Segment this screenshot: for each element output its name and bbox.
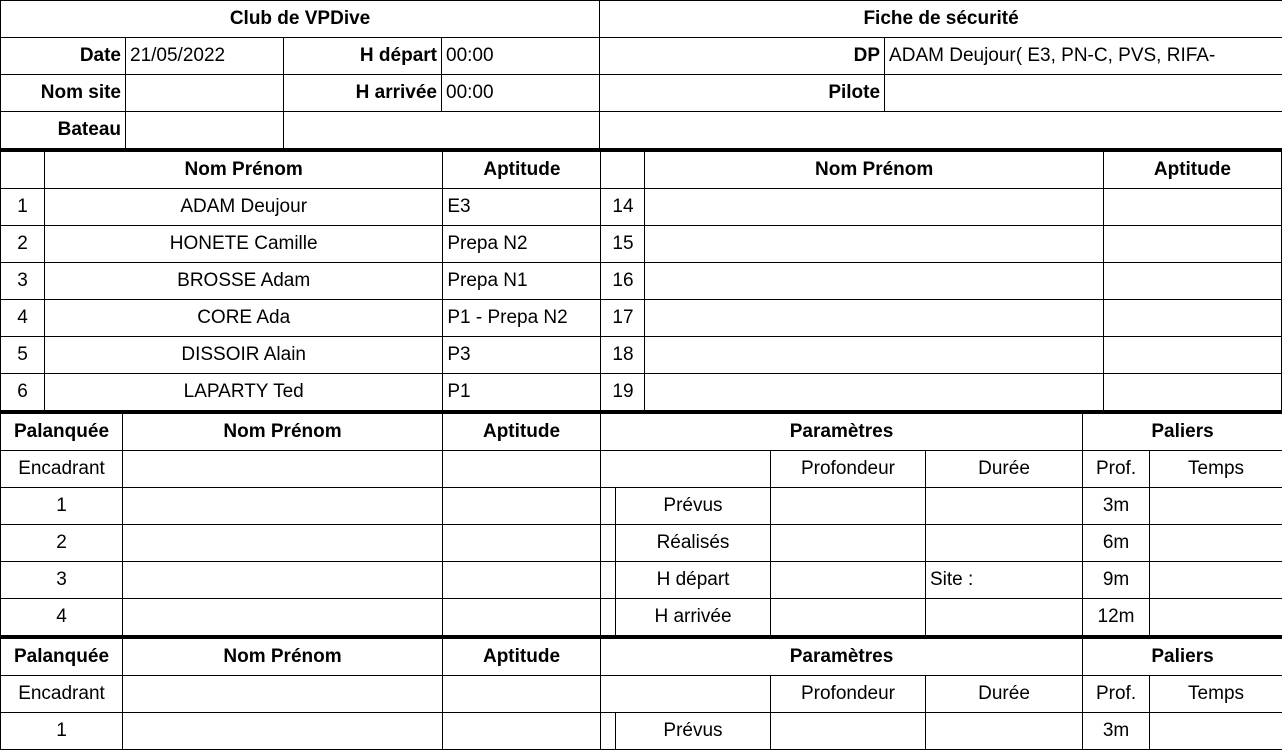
palanquee-gutter [601, 713, 616, 750]
table-row [1, 599, 1282, 636]
participant-name[interactable] [645, 374, 1103, 411]
palanquee-col-paliers: Paliers [1083, 413, 1282, 451]
participant-name[interactable]: CORE Ada [45, 300, 443, 337]
palanquee-encadrant-label: Encadrant [1, 676, 123, 713]
table-row [1, 263, 1282, 300]
palanquee-duree-label: Durée [926, 676, 1083, 713]
table-row [1, 189, 1282, 226]
palanquee-col-title: Palanquée [1, 413, 123, 451]
label-bateau: Bateau [1, 112, 126, 149]
participant-num: 1 [1, 189, 45, 226]
palanquee-encadrant-label: Encadrant [1, 451, 123, 488]
value-pilote[interactable] [885, 75, 1282, 112]
palanquee-row-num: 2 [1, 525, 123, 562]
palanquee-encadrant-aptitude[interactable] [443, 676, 601, 713]
table-row [1, 226, 1282, 263]
palanquee-param-label: Réalisés [616, 525, 771, 562]
palanquee-table-1 [0, 411, 1282, 636]
participant-num: 3 [1, 263, 45, 300]
header-row-site [1, 75, 1282, 112]
palanquee-row-aptitude[interactable] [443, 599, 601, 636]
palanquee-prof-value: 12m [1083, 599, 1150, 636]
participant-name[interactable]: LAPARTY Ted [45, 374, 443, 411]
table-row [1, 300, 1282, 337]
palanquee-param-label: H départ [616, 562, 771, 599]
participant-num: 17 [601, 300, 645, 337]
palanquee-gutter [601, 562, 616, 599]
participant-name[interactable]: BROSSE Adam [45, 263, 443, 300]
palanquee-param-spacer [601, 676, 771, 713]
table-row [1, 488, 1282, 525]
header-row-date [1, 38, 1282, 75]
participant-num: 16 [601, 263, 645, 300]
palanquee-row-num: 1 [1, 488, 123, 525]
palanquee-gutter [601, 599, 616, 636]
palanquee-row-name[interactable] [123, 525, 443, 562]
participant-num: 14 [601, 189, 645, 226]
palanquee-duree-value[interactable] [926, 488, 1083, 525]
palanquee-prof-label: Prof. [1083, 451, 1150, 488]
palanquee-prof-value: 3m [1083, 713, 1150, 750]
palanquee-encadrant-aptitude[interactable] [443, 451, 601, 488]
participants-col-aptitude-right: Aptitude [1103, 151, 1281, 189]
participants-col-num-left [1, 151, 45, 189]
palanquee-profondeur-value[interactable] [771, 599, 926, 636]
participant-aptitude[interactable]: P3 [443, 337, 601, 374]
palanquee-temps-value[interactable] [1150, 599, 1282, 636]
participants-header-row [1, 151, 1282, 189]
participants-col-aptitude-left: Aptitude [443, 151, 601, 189]
label-pilote: Pilote [600, 75, 885, 112]
palanquee-temps-label: Temps [1150, 676, 1282, 713]
table-row [1, 337, 1282, 374]
palanquee-profondeur-value[interactable] [771, 525, 926, 562]
header-title-row [1, 1, 1282, 38]
palanquee-temps-value[interactable] [1150, 713, 1282, 750]
header-row-bateau [1, 112, 1282, 149]
participant-num: 5 [1, 337, 45, 374]
participant-aptitude[interactable]: P1 - Prepa N2 [443, 300, 601, 337]
value-nom-site[interactable] [126, 75, 284, 112]
participant-aptitude[interactable]: Prepa N2 [443, 226, 601, 263]
participant-aptitude[interactable] [1103, 189, 1281, 226]
palanquee-profondeur-value[interactable] [771, 713, 926, 750]
header-spacer-right [600, 112, 1282, 149]
palanquee-param-label: Prévus [616, 713, 771, 750]
palanquee-temps-value[interactable] [1150, 562, 1282, 599]
participant-aptitude[interactable] [1103, 300, 1281, 337]
palanquee-row-name[interactable] [123, 488, 443, 525]
palanquee-subheader-row [1, 676, 1282, 713]
label-h-arrivee: H arrivée [284, 75, 442, 112]
participant-name[interactable] [645, 337, 1103, 374]
palanquee-prof-value: 6m [1083, 525, 1150, 562]
participant-name[interactable] [645, 226, 1103, 263]
palanquee-encadrant-name[interactable] [123, 676, 443, 713]
palanquee-row-aptitude[interactable] [443, 562, 601, 599]
palanquee-param-label: H arrivée [616, 599, 771, 636]
participant-name[interactable]: HONETE Camille [45, 226, 443, 263]
palanquee-subheader-row [1, 451, 1282, 488]
palanquee-duree-value[interactable] [926, 713, 1083, 750]
palanquee-duree-value[interactable] [926, 599, 1083, 636]
palanquee-param-spacer [601, 451, 771, 488]
participant-aptitude[interactable] [1103, 374, 1281, 411]
palanquee-duree-label: Durée [926, 451, 1083, 488]
table-row [1, 713, 1282, 750]
table-row [1, 562, 1282, 599]
palanquee-profondeur-value[interactable] [771, 562, 926, 599]
value-h-arrivee[interactable]: 00:00 [442, 75, 600, 112]
palanquee-col-name: Nom Prénom [123, 413, 443, 451]
palanquee-row-num: 3 [1, 562, 123, 599]
palanquee-col-parametres: Paramètres [601, 413, 1083, 451]
palanquee-col-paliers: Paliers [1083, 638, 1282, 676]
palanquee-header-row [1, 413, 1282, 451]
palanquee-row-name[interactable] [123, 713, 443, 750]
label-nom-site: Nom site [1, 75, 126, 112]
participant-num: 4 [1, 300, 45, 337]
palanquee-prof-label: Prof. [1083, 676, 1150, 713]
palanquee-profondeur-label: Profondeur [771, 676, 926, 713]
palanquee-header-row [1, 638, 1282, 676]
palanquee-col-parametres: Paramètres [601, 638, 1083, 676]
header-spacer-left [284, 112, 600, 149]
value-bateau[interactable] [126, 112, 284, 149]
palanquee-row-name[interactable] [123, 599, 443, 636]
participants-col-name-left: Nom Prénom [45, 151, 443, 189]
palanquee-gutter [601, 525, 616, 562]
palanquee-prof-value: 3m [1083, 488, 1150, 525]
palanquee-encadrant-name[interactable] [123, 451, 443, 488]
participant-name[interactable] [645, 300, 1103, 337]
participant-num: 19 [601, 374, 645, 411]
participant-aptitude[interactable] [1103, 337, 1281, 374]
palanquee-profondeur-label: Profondeur [771, 451, 926, 488]
label-date: Date [1, 38, 126, 75]
palanquee-param-label: Prévus [616, 488, 771, 525]
participant-name[interactable]: DISSOIR Alain [45, 337, 443, 374]
participants-col-name-right: Nom Prénom [645, 151, 1103, 189]
table-row [1, 374, 1282, 411]
participant-num: 15 [601, 226, 645, 263]
club-title: Club de VPDive [1, 1, 600, 38]
participant-aptitude[interactable]: Prepa N1 [443, 263, 601, 300]
palanquee-duree-value[interactable] [926, 525, 1083, 562]
palanquee-site-value[interactable]: Site : [926, 562, 1083, 599]
palanquee-row-aptitude[interactable] [443, 488, 601, 525]
participants-col-num-right [601, 151, 645, 189]
palanquee-col-title: Palanquée [1, 638, 123, 676]
participant-name[interactable] [645, 263, 1103, 300]
participant-aptitude[interactable] [1103, 226, 1281, 263]
value-date[interactable]: 21/05/2022 [126, 38, 284, 75]
value-h-depart[interactable]: 00:00 [442, 38, 600, 75]
header-table [0, 0, 1282, 149]
sheet-title: Fiche de sécurité [600, 1, 1282, 38]
participant-num: 2 [1, 226, 45, 263]
palanquee-row-num: 4 [1, 599, 123, 636]
palanquee-temps-value[interactable] [1150, 525, 1282, 562]
palanquee-row-aptitude[interactable] [443, 713, 601, 750]
label-h-depart: H départ [284, 38, 442, 75]
palanquee-profondeur-value[interactable] [771, 488, 926, 525]
palanquee-col-aptitude: Aptitude [443, 638, 601, 676]
palanquee-col-aptitude: Aptitude [443, 413, 601, 451]
palanquee-row-aptitude[interactable] [443, 525, 601, 562]
participants-table [0, 149, 1282, 411]
palanquee-table-2 [0, 636, 1282, 750]
participant-aptitude[interactable]: E3 [443, 189, 601, 226]
table-row [1, 525, 1282, 562]
palanquee-gutter [601, 488, 616, 525]
participant-aptitude[interactable] [1103, 263, 1281, 300]
label-dp: DP [600, 38, 885, 75]
palanquee-prof-value: 9m [1083, 562, 1150, 599]
palanquee-temps-value[interactable] [1150, 488, 1282, 525]
palanquee-temps-label: Temps [1150, 451, 1282, 488]
palanquee-col-name: Nom Prénom [123, 638, 443, 676]
participant-name[interactable]: ADAM Deujour [45, 189, 443, 226]
participant-name[interactable] [645, 189, 1103, 226]
participant-num: 6 [1, 374, 45, 411]
value-dp[interactable]: ADAM Deujour( E3, PN-C, PVS, RIFA- [885, 38, 1282, 75]
participant-num: 18 [601, 337, 645, 374]
palanquee-row-name[interactable] [123, 562, 443, 599]
participant-aptitude[interactable]: P1 [443, 374, 601, 411]
palanquee-row-num: 1 [1, 713, 123, 750]
